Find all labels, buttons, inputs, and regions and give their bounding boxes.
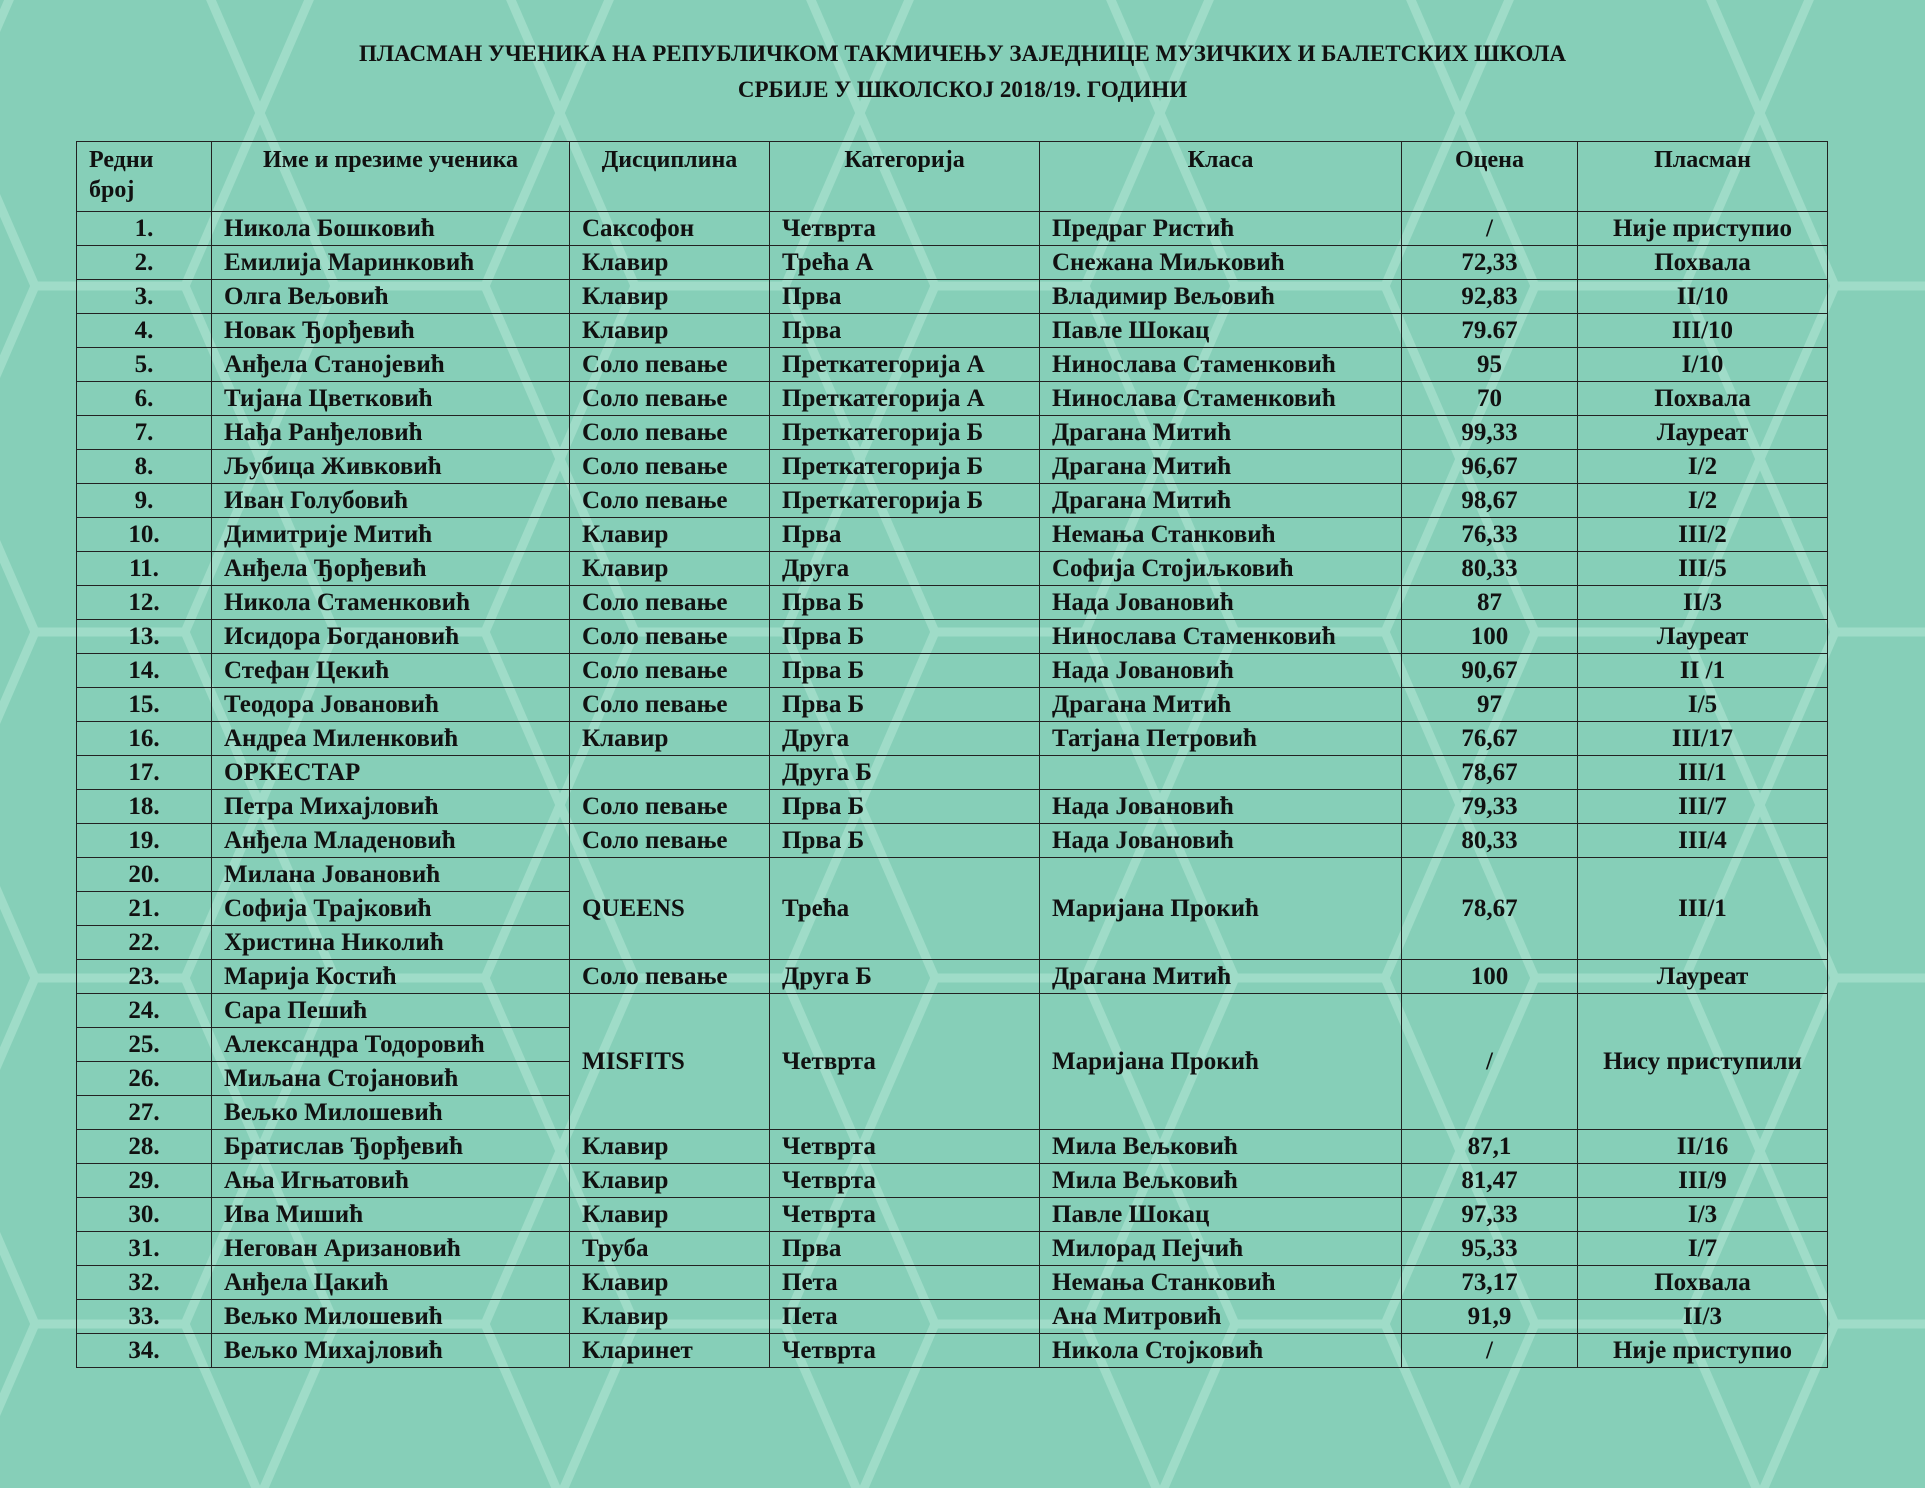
- category: Прва Б: [770, 654, 1040, 688]
- placement: III/1: [1578, 858, 1828, 960]
- table-row: [77, 960, 1828, 994]
- row-number: 18.: [77, 790, 212, 824]
- student-name: Никола Стаменковић: [212, 586, 570, 620]
- student-name: Теодора Јовановић: [212, 688, 570, 722]
- header-placement: Пласман: [1578, 142, 1828, 212]
- grade: 87: [1402, 586, 1578, 620]
- row-number: 29.: [77, 1164, 212, 1198]
- table-row: [77, 688, 1828, 722]
- table-row: [77, 858, 1828, 892]
- student-name: Ања Игњатовић: [212, 1164, 570, 1198]
- student-name: Негован Аризановић: [212, 1232, 570, 1266]
- class-teacher: Драгана Митић: [1040, 484, 1402, 518]
- class-teacher: Милорад Пејчић: [1040, 1232, 1402, 1266]
- placement: III/5: [1578, 552, 1828, 586]
- grade: 78,67: [1402, 858, 1578, 960]
- student-name: Андреа Миленковић: [212, 722, 570, 756]
- placement: III/10: [1578, 314, 1828, 348]
- header-grade: Оцена: [1402, 142, 1578, 212]
- student-name: Иван Голубовић: [212, 484, 570, 518]
- header-number-line2: број: [89, 177, 135, 203]
- student-name: Стефан Цекић: [212, 654, 570, 688]
- row-number: 16.: [77, 722, 212, 756]
- placement: Није приступио: [1578, 1334, 1828, 1368]
- grade: 73,17: [1402, 1266, 1578, 1300]
- row-number: 5.: [77, 348, 212, 382]
- discipline: Клавир: [570, 1164, 770, 1198]
- table-row: [77, 484, 1828, 518]
- discipline: [570, 756, 770, 790]
- grade: 95,33: [1402, 1232, 1578, 1266]
- class-teacher: Никола Стојковић: [1040, 1334, 1402, 1368]
- grade: 70: [1402, 382, 1578, 416]
- category: Пета: [770, 1300, 1040, 1334]
- category: Четврта: [770, 994, 1040, 1130]
- header-discipline: Дисциплина: [570, 142, 770, 212]
- student-name: ОРКЕСТАР: [212, 756, 570, 790]
- class-teacher: Нада Јовановић: [1040, 586, 1402, 620]
- category: Четврта: [770, 1130, 1040, 1164]
- discipline: Клавир: [570, 280, 770, 314]
- student-name: Петра Михајловић: [212, 790, 570, 824]
- placement: II/3: [1578, 586, 1828, 620]
- discipline: Клавир: [570, 1300, 770, 1334]
- category: Прва Б: [770, 620, 1040, 654]
- table-row: [77, 586, 1828, 620]
- placement: Лауреат: [1578, 620, 1828, 654]
- category: Четврта: [770, 212, 1040, 246]
- grade: 76,67: [1402, 722, 1578, 756]
- student-name: Нађа Ранђеловић: [212, 416, 570, 450]
- row-number: 8.: [77, 450, 212, 484]
- row-number: 1.: [77, 212, 212, 246]
- table-row: [77, 994, 1828, 1028]
- placement: Похвала: [1578, 246, 1828, 280]
- placement: I/10: [1578, 348, 1828, 382]
- category: Друга Б: [770, 960, 1040, 994]
- class-teacher: Драгана Митић: [1040, 688, 1402, 722]
- table-row: [77, 1198, 1828, 1232]
- discipline: QUEENS: [570, 858, 770, 960]
- class-teacher: [1040, 756, 1402, 790]
- student-name: Вељко Милошевић: [212, 1300, 570, 1334]
- grade: /: [1402, 994, 1578, 1130]
- row-number: 6.: [77, 382, 212, 416]
- category: Прва Б: [770, 688, 1040, 722]
- class-teacher: Нада Јовановић: [1040, 824, 1402, 858]
- placement: I/2: [1578, 484, 1828, 518]
- class-teacher: Нада Јовановић: [1040, 654, 1402, 688]
- student-name: Вељко Милошевић: [212, 1096, 570, 1130]
- category: Друга Б: [770, 756, 1040, 790]
- grade: 96,67: [1402, 450, 1578, 484]
- class-teacher: Нинослава Стаменковић: [1040, 382, 1402, 416]
- discipline: Соло певање: [570, 416, 770, 450]
- category: Друга: [770, 722, 1040, 756]
- class-teacher: Татјана Петровић: [1040, 722, 1402, 756]
- class-teacher: Драгана Митић: [1040, 416, 1402, 450]
- table-row: [77, 722, 1828, 756]
- row-number: 11.: [77, 552, 212, 586]
- grade: 79,33: [1402, 790, 1578, 824]
- discipline: Кларинет: [570, 1334, 770, 1368]
- class-teacher: Немања Станковић: [1040, 518, 1402, 552]
- class-teacher: Предраг Ристић: [1040, 212, 1402, 246]
- discipline: Клавир: [570, 246, 770, 280]
- placement: II/16: [1578, 1130, 1828, 1164]
- table-row: [77, 1232, 1828, 1266]
- row-number: 4.: [77, 314, 212, 348]
- category: Четврта: [770, 1334, 1040, 1368]
- placement: II/10: [1578, 280, 1828, 314]
- category: Трећа: [770, 858, 1040, 960]
- table-row: [77, 552, 1828, 586]
- discipline: Клавир: [570, 552, 770, 586]
- placement: II/3: [1578, 1300, 1828, 1334]
- placement: III/1: [1578, 756, 1828, 790]
- table-row: [77, 1334, 1828, 1368]
- placement: Није приступио: [1578, 212, 1828, 246]
- class-teacher: Мила Вељковић: [1040, 1130, 1402, 1164]
- row-number: 27.: [77, 1096, 212, 1130]
- category: Преткатегорија А: [770, 348, 1040, 382]
- discipline: Клавир: [570, 1130, 770, 1164]
- grade: /: [1402, 1334, 1578, 1368]
- discipline: Соло певање: [570, 824, 770, 858]
- header-number: [77, 142, 212, 212]
- title-line-1: ПЛАСМАН УЧЕНИКА НА РЕПУБЛИЧКОМ ТАКМИЧЕЊУ ЗАЈЕДНИЦЕ МУЗИЧКИХ И БАЛЕТСКИХ ШКОЛА: [358, 41, 1567, 66]
- table-row: [77, 654, 1828, 688]
- category: Преткатегорија Б: [770, 450, 1040, 484]
- discipline: Соло певање: [570, 586, 770, 620]
- placement: Нису приступили: [1578, 994, 1828, 1130]
- class-teacher: Павле Шокац: [1040, 1198, 1402, 1232]
- placement: I/7: [1578, 1232, 1828, 1266]
- grade: 95: [1402, 348, 1578, 382]
- table-row: [77, 756, 1828, 790]
- placement: III/7: [1578, 790, 1828, 824]
- row-number: 9.: [77, 484, 212, 518]
- table-row: [77, 1164, 1828, 1198]
- discipline: Клавир: [570, 1266, 770, 1300]
- discipline: Клавир: [570, 1198, 770, 1232]
- grade: /: [1402, 212, 1578, 246]
- row-number: 32.: [77, 1266, 212, 1300]
- grade: 90,67: [1402, 654, 1578, 688]
- row-number: 25.: [77, 1028, 212, 1062]
- table-row: [77, 246, 1828, 280]
- grade: 97,33: [1402, 1198, 1578, 1232]
- grade: 100: [1402, 960, 1578, 994]
- discipline: Соло певање: [570, 654, 770, 688]
- row-number: 34.: [77, 1334, 212, 1368]
- table-row: [77, 348, 1828, 382]
- student-name: Софија Трајковић: [212, 892, 570, 926]
- student-name: Анђела Цакић: [212, 1266, 570, 1300]
- placement: III/2: [1578, 518, 1828, 552]
- student-name: Анђела Станојевић: [212, 348, 570, 382]
- grade: 91,9: [1402, 1300, 1578, 1334]
- student-name: Димитрије Митић: [212, 518, 570, 552]
- table-row: [77, 416, 1828, 450]
- student-name: Ива Мишић: [212, 1198, 570, 1232]
- grade: 78,67: [1402, 756, 1578, 790]
- student-name: Новак Ђорђевић: [212, 314, 570, 348]
- class-teacher: Драгана Митић: [1040, 960, 1402, 994]
- header-number-line1: Редни: [89, 147, 154, 173]
- category: Четврта: [770, 1198, 1040, 1232]
- placement: Лауреат: [1578, 416, 1828, 450]
- category: Преткатегорија Б: [770, 484, 1040, 518]
- grade: 99,33: [1402, 416, 1578, 450]
- class-teacher: Немања Станковић: [1040, 1266, 1402, 1300]
- row-number: 24.: [77, 994, 212, 1028]
- discipline: Саксофон: [570, 212, 770, 246]
- row-number: 13.: [77, 620, 212, 654]
- header-class: Класа: [1040, 142, 1402, 212]
- row-number: 21.: [77, 892, 212, 926]
- discipline: Клавир: [570, 314, 770, 348]
- class-teacher: Нада Јовановић: [1040, 790, 1402, 824]
- row-number: 26.: [77, 1062, 212, 1096]
- row-number: 33.: [77, 1300, 212, 1334]
- row-number: 19.: [77, 824, 212, 858]
- student-name: Исидора Богдановић: [212, 620, 570, 654]
- row-number: 12.: [77, 586, 212, 620]
- grade: 72,33: [1402, 246, 1578, 280]
- grade: 76,33: [1402, 518, 1578, 552]
- table-row: [77, 1300, 1828, 1334]
- grade: 79.67: [1402, 314, 1578, 348]
- student-name: Александра Тодоровић: [212, 1028, 570, 1062]
- row-number: 17.: [77, 756, 212, 790]
- table-row: [77, 212, 1828, 246]
- student-name: Анђела Младеновић: [212, 824, 570, 858]
- student-name: Сара Пешић: [212, 994, 570, 1028]
- student-name: Љубица Живковић: [212, 450, 570, 484]
- row-number: 28.: [77, 1130, 212, 1164]
- title-line-2: СРБИЈЕ У ШКОЛСКОЈ 2018/19. ГОДИНИ: [737, 77, 1188, 102]
- table-row: [77, 382, 1828, 416]
- placement: Лауреат: [1578, 960, 1828, 994]
- discipline: Соло певање: [570, 688, 770, 722]
- row-number: 10.: [77, 518, 212, 552]
- discipline: Соло певање: [570, 382, 770, 416]
- table-row: [77, 790, 1828, 824]
- category: Трећа А: [770, 246, 1040, 280]
- row-number: 3.: [77, 280, 212, 314]
- placement: I/5: [1578, 688, 1828, 722]
- placement: Похвала: [1578, 1266, 1828, 1300]
- table-row: [77, 314, 1828, 348]
- grade: 98,67: [1402, 484, 1578, 518]
- category: Преткатегорија Б: [770, 416, 1040, 450]
- table-row: [77, 620, 1828, 654]
- discipline: Клавир: [570, 722, 770, 756]
- category: Прва: [770, 280, 1040, 314]
- class-teacher: Снежана Миљковић: [1040, 246, 1402, 280]
- grade: 97: [1402, 688, 1578, 722]
- class-teacher: Владимир Вељовић: [1040, 280, 1402, 314]
- row-number: 30.: [77, 1198, 212, 1232]
- student-name: Миљана Стојановић: [212, 1062, 570, 1096]
- discipline: Соло певање: [570, 450, 770, 484]
- student-name: Марија Костић: [212, 960, 570, 994]
- placement: III/9: [1578, 1164, 1828, 1198]
- discipline: MISFITS: [570, 994, 770, 1130]
- grade: 81,47: [1402, 1164, 1578, 1198]
- class-teacher: Павле Шокац: [1040, 314, 1402, 348]
- class-teacher: Софија Стојиљковић: [1040, 552, 1402, 586]
- category: Пета: [770, 1266, 1040, 1300]
- table-row: [77, 824, 1828, 858]
- row-number: 23.: [77, 960, 212, 994]
- student-name: Братислав Ђорђевић: [212, 1130, 570, 1164]
- placement: Похвала: [1578, 382, 1828, 416]
- category: Четврта: [770, 1164, 1040, 1198]
- results-table: [76, 141, 1828, 1368]
- discipline: Соло певање: [570, 348, 770, 382]
- header-name: Име и презиме ученика: [212, 142, 570, 212]
- placement: III/17: [1578, 722, 1828, 756]
- class-teacher: Нинослава Стаменковић: [1040, 348, 1402, 382]
- row-number: 22.: [77, 926, 212, 960]
- class-teacher: Ана Митровић: [1040, 1300, 1402, 1334]
- placement: I/2: [1578, 450, 1828, 484]
- category: Преткатегорија А: [770, 382, 1040, 416]
- discipline: Соло певање: [570, 620, 770, 654]
- category: Прва Б: [770, 790, 1040, 824]
- discipline: Соло певање: [570, 484, 770, 518]
- placement: I/3: [1578, 1198, 1828, 1232]
- student-name: Анђела Ђорђевић: [212, 552, 570, 586]
- category: Прва: [770, 314, 1040, 348]
- student-name: Вељко Михајловић: [212, 1334, 570, 1368]
- header-category: Категорија: [770, 142, 1040, 212]
- class-teacher: Мила Вељковић: [1040, 1164, 1402, 1198]
- grade: 92,83: [1402, 280, 1578, 314]
- student-name: Христина Николић: [212, 926, 570, 960]
- row-number: 31.: [77, 1232, 212, 1266]
- table-header-row: [77, 142, 1828, 212]
- placement: II /1: [1578, 654, 1828, 688]
- discipline: Труба: [570, 1232, 770, 1266]
- row-number: 7.: [77, 416, 212, 450]
- student-name: Никола Бошковић: [212, 212, 570, 246]
- class-teacher: Драгана Митић: [1040, 450, 1402, 484]
- student-name: Тијана Цветковић: [212, 382, 570, 416]
- table-row: [77, 1130, 1828, 1164]
- student-name: Олга Вељовић: [212, 280, 570, 314]
- table-row: [77, 280, 1828, 314]
- row-number: 2.: [77, 246, 212, 280]
- grade: 100: [1402, 620, 1578, 654]
- table-row: [77, 450, 1828, 484]
- table-row: [77, 518, 1828, 552]
- discipline: Клавир: [570, 518, 770, 552]
- student-name: Милана Јовановић: [212, 858, 570, 892]
- category: Прва Б: [770, 824, 1040, 858]
- category: Прва: [770, 1232, 1040, 1266]
- row-number: 14.: [77, 654, 212, 688]
- grade: 80,33: [1402, 552, 1578, 586]
- student-name: Емилија Маринковић: [212, 246, 570, 280]
- class-teacher: Маријана Прокић: [1040, 994, 1402, 1130]
- category: Прва: [770, 518, 1040, 552]
- placement: III/4: [1578, 824, 1828, 858]
- row-number: 20.: [77, 858, 212, 892]
- category: Друга: [770, 552, 1040, 586]
- class-teacher: Маријана Прокић: [1040, 858, 1402, 960]
- class-teacher: Нинослава Стаменковић: [1040, 620, 1402, 654]
- grade: 80,33: [1402, 824, 1578, 858]
- row-number: 15.: [77, 688, 212, 722]
- discipline: Соло певање: [570, 960, 770, 994]
- grade: 87,1: [1402, 1130, 1578, 1164]
- page-title: [0, 36, 1925, 108]
- discipline: Соло певање: [570, 790, 770, 824]
- category: Прва Б: [770, 586, 1040, 620]
- table-row: [77, 1266, 1828, 1300]
